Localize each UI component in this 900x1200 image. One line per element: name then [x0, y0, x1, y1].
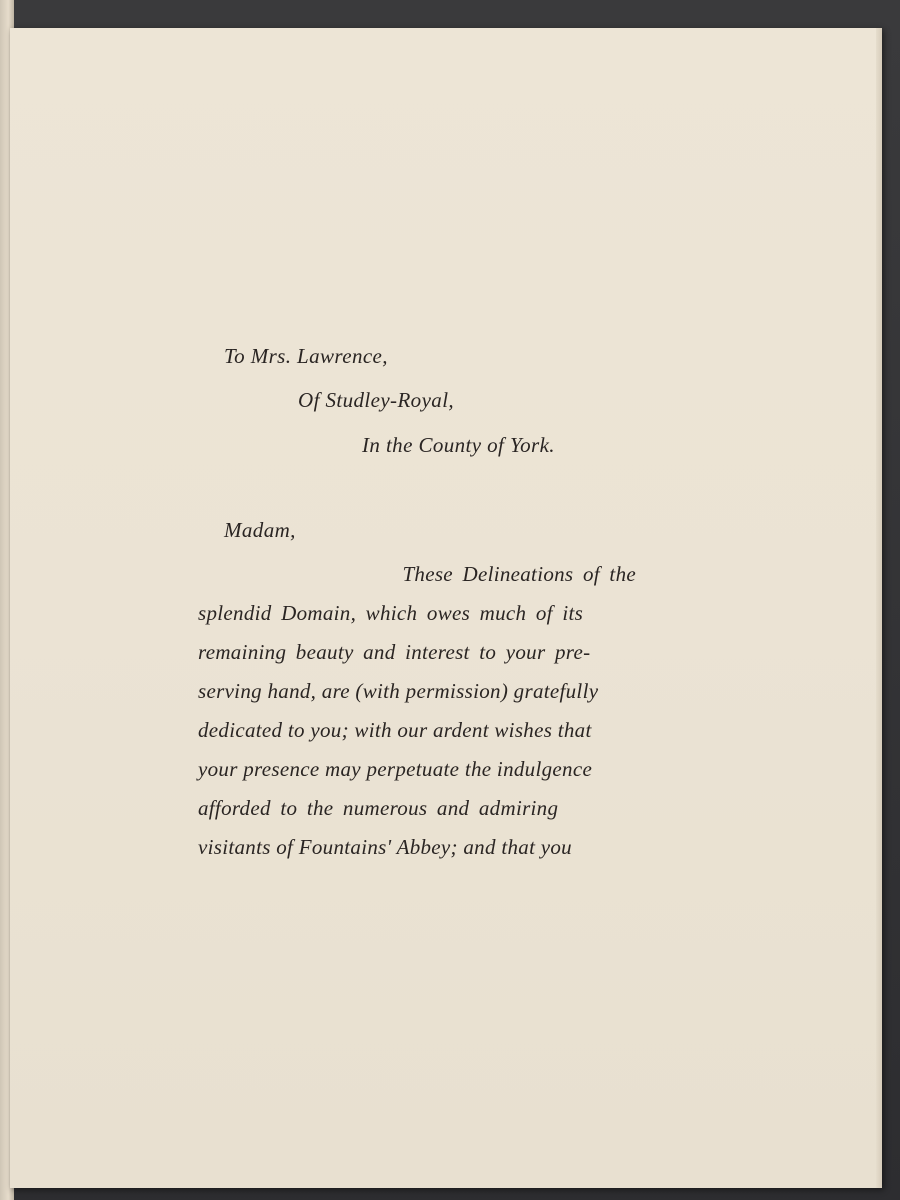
dedication-body: [198, 555, 636, 867]
body-line: These Delineations of the: [402, 562, 636, 586]
body-line: dedicated to you; with our ardent wishes that: [198, 718, 592, 742]
body-line: afforded to the numerous and admiring: [198, 796, 559, 820]
body-line: your presence may perpetuate the indulgence: [198, 757, 593, 781]
address-line-1: To Mrs. Lawrence,: [224, 344, 388, 368]
salutation: Madam,: [224, 518, 296, 542]
body-line: splendid Domain, which owes much of its: [198, 601, 584, 625]
address-line-2: Of Studley-Royal,: [298, 388, 455, 412]
body-line: serving hand, are (with permission) gratefully: [198, 679, 599, 703]
body-line: visitants of Fountains' Abbey; and that you: [198, 835, 572, 859]
show-through-text: [210, 258, 670, 298]
right-page-edge: [876, 28, 882, 1188]
body-line: remaining beauty and interest to your pre-: [198, 640, 591, 664]
address-line-3: In the County of York.: [362, 433, 555, 457]
